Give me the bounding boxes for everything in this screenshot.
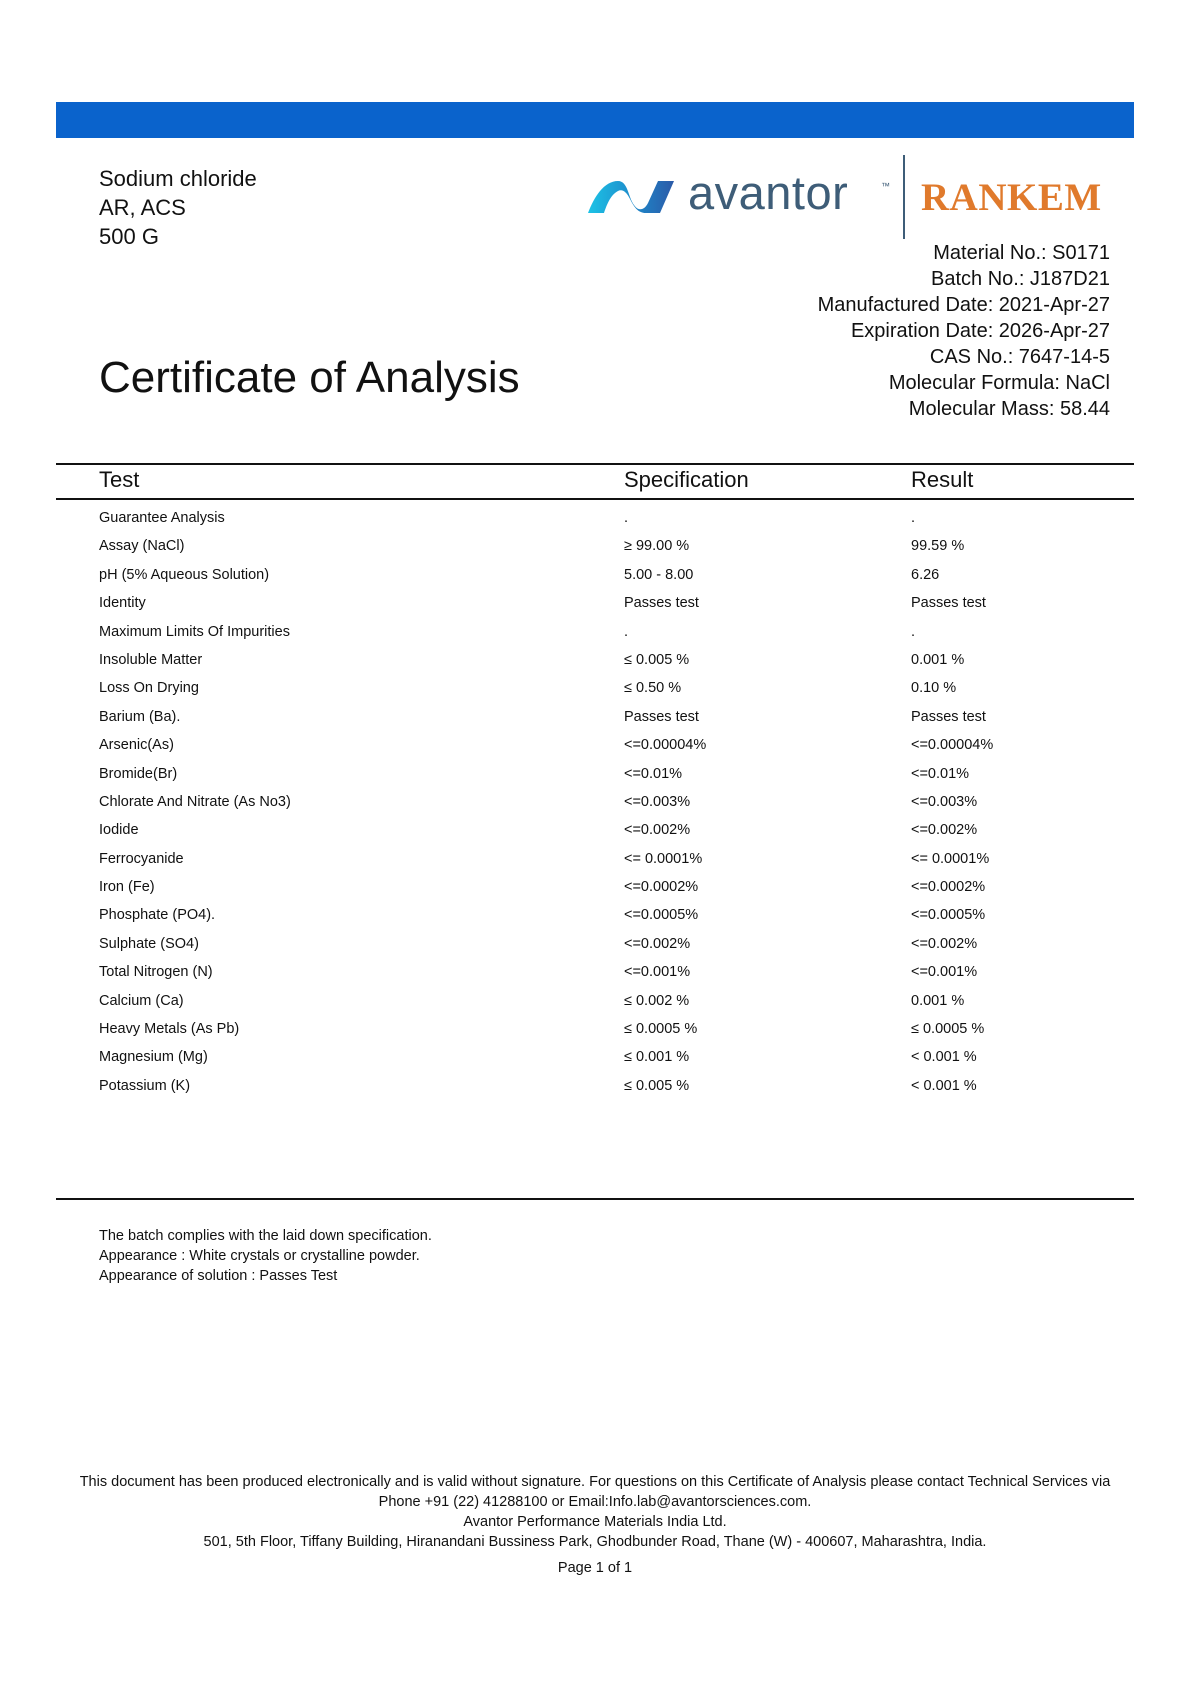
footer-disclaimer: This document has been produced electronically and is valid without signature. For questions on this Certificate of Analysis please contact Technical Services via — [79, 1474, 1111, 1490]
table-row — [0, 731, 1190, 759]
result-cell: 0.10 % — [911, 680, 957, 697]
table-row — [0, 646, 1190, 674]
avantor-wordmark: avantor — [688, 166, 849, 219]
specification-cell: 5.00 - 8.00 — [624, 566, 694, 583]
specification-cell: <= 0.0001% — [624, 850, 703, 867]
manufactured-date: Manufactured Date: 2021-Apr-27 — [817, 294, 1110, 316]
table-row — [0, 873, 1190, 901]
test-cell: Calcium (Ca) — [99, 992, 184, 1009]
result-cell: <=0.0005% — [911, 907, 986, 924]
test-cell: Phosphate (PO4). — [99, 907, 216, 924]
column-header-result: Result — [911, 467, 974, 492]
footer-contact: Phone +91 (22) 41288100 or Email:Info.lab@avantorsciences.com. — [378, 1494, 812, 1510]
table-row — [0, 1043, 1190, 1071]
specification-cell: ≤ 0.001 % — [624, 1049, 690, 1066]
analysis-table-body — [0, 504, 1190, 1100]
table-row — [0, 504, 1190, 532]
appearance-note: Appearance : White crystals or crystalline powder. — [99, 1248, 420, 1264]
specification-cell: <=0.003% — [624, 793, 691, 810]
column-header-specification: Specification — [624, 467, 749, 492]
table-row — [0, 845, 1190, 873]
table-row — [0, 816, 1190, 844]
result-cell: ≤ 0.0005 % — [911, 1021, 985, 1038]
test-cell: Insoluble Matter — [99, 651, 203, 668]
specification-cell: ≥ 99.00 % — [624, 538, 690, 555]
table-row — [0, 930, 1190, 958]
document-title: Certificate of Analysis — [99, 353, 520, 402]
result-cell: <=0.003% — [911, 793, 978, 810]
table-row — [0, 987, 1190, 1015]
test-cell: Chlorate And Nitrate (As No3) — [99, 793, 291, 810]
result-cell: <= 0.0001% — [911, 850, 990, 867]
column-header-test: Test — [99, 467, 140, 492]
specification-cell: ≤ 0.0005 % — [624, 1021, 698, 1038]
test-cell: Identity — [99, 595, 146, 612]
result-cell: <=0.002% — [911, 822, 978, 839]
specification-cell: <=0.001% — [624, 964, 691, 981]
table-row — [0, 561, 1190, 589]
specification-cell: <=0.00004% — [624, 737, 707, 754]
product-grade: AR, ACS — [99, 195, 186, 220]
test-cell: Barium (Ba). — [99, 708, 181, 725]
rankem-wordmark: RANKEM — [921, 176, 1102, 219]
product-size: 500 G — [99, 224, 159, 249]
document-footer — [40, 1472, 1150, 1552]
specification-cell: <=0.002% — [624, 935, 691, 952]
result-cell: <=0.00004% — [911, 737, 994, 754]
result-cell: . — [911, 623, 916, 640]
result-cell: <=0.002% — [911, 935, 978, 952]
logo-divider — [903, 155, 905, 239]
test-cell: pH (5% Aqueous Solution) — [99, 566, 270, 583]
specification-cell: ≤ 0.005 % — [624, 1077, 690, 1094]
test-cell: Potassium (K) — [99, 1077, 191, 1094]
molecular-mass: Molecular Mass: 58.44 — [908, 398, 1110, 420]
material-details — [818, 240, 1110, 422]
product-name: Sodium chloride — [99, 166, 257, 191]
result-cell: 0.001 % — [911, 992, 965, 1009]
table-row — [0, 760, 1190, 788]
test-cell: Bromide(Br) — [99, 765, 178, 782]
test-cell: Guarantee Analysis — [99, 510, 225, 526]
test-cell: Assay (NaCl) — [99, 538, 185, 555]
trademark-mark: ™ — [881, 181, 890, 191]
specification-cell: Passes test — [624, 708, 699, 725]
table-row — [0, 901, 1190, 929]
result-cell: Passes test — [911, 708, 986, 725]
table-row — [0, 618, 1190, 646]
footer-company: Avantor Performance Materials India Ltd. — [463, 1514, 727, 1530]
table-row — [0, 703, 1190, 731]
molecular-formula: Molecular Formula: NaCl — [888, 372, 1110, 394]
test-cell: Loss On Drying — [99, 680, 199, 697]
material-number: Material No.: S0171 — [933, 242, 1110, 264]
product-block — [99, 164, 257, 251]
compliance-statement: The batch complies with the laid down specification. — [99, 1228, 432, 1244]
test-cell: Iodide — [99, 822, 139, 839]
table-row — [0, 532, 1190, 560]
test-cell: Arsenic(As) — [99, 737, 174, 754]
specification-cell: ≤ 0.002 % — [624, 992, 690, 1009]
test-cell: Magnesium (Mg) — [99, 1049, 208, 1066]
batch-number: Batch No.: J187D21 — [931, 268, 1110, 290]
page-number: Page 1 of 1 — [557, 1560, 633, 1576]
test-cell: Ferrocyanide — [99, 850, 184, 867]
specification-cell: <=0.01% — [624, 765, 683, 782]
test-cell: Maximum Limits Of Impurities — [99, 623, 290, 640]
result-cell: 6.26 — [911, 566, 940, 583]
table-row — [0, 589, 1190, 617]
footer-address: 501, 5th Floor, Tiffany Building, Hiranandani Bussiness Park, Ghodbunder Road, Thane (W) - 400607, Maharashtra, India. — [203, 1534, 987, 1550]
specification-cell: Passes test — [624, 595, 699, 612]
result-cell: < 0.001 % — [911, 1077, 977, 1094]
company-logo — [584, 155, 1110, 241]
result-cell: 0.001 % — [911, 651, 965, 668]
appearance-solution-note: Appearance of solution : Passes Test — [99, 1268, 338, 1284]
result-cell: . — [911, 510, 916, 526]
table-row — [0, 674, 1190, 702]
specification-cell: ≤ 0.50 % — [624, 680, 682, 697]
avantor-swoosh-icon — [584, 173, 680, 219]
table-header-rule — [56, 498, 1134, 500]
table-bottom-rule — [56, 1198, 1134, 1200]
specification-cell: . — [624, 510, 629, 526]
result-cell: Passes test — [911, 595, 986, 612]
table-row — [0, 958, 1190, 986]
table-row — [0, 1072, 1190, 1100]
result-cell: <=0.0002% — [911, 879, 986, 896]
specification-cell: <=0.002% — [624, 822, 691, 839]
result-cell: <=0.01% — [911, 765, 970, 782]
header-brand-bar — [56, 102, 1134, 138]
test-cell: Sulphate (SO4) — [99, 935, 199, 952]
table-row — [0, 788, 1190, 816]
specification-cell: <=0.0005% — [624, 907, 699, 924]
test-cell: Iron (Fe) — [99, 879, 155, 896]
specification-cell: <=0.0002% — [624, 879, 699, 896]
result-cell: <=0.001% — [911, 964, 978, 981]
specification-cell: ≤ 0.005 % — [624, 651, 690, 668]
result-cell: < 0.001 % — [911, 1049, 977, 1066]
compliance-notes — [99, 1226, 432, 1286]
specification-cell: . — [624, 623, 629, 640]
table-row — [0, 1015, 1190, 1043]
test-cell: Heavy Metals (As Pb) — [99, 1021, 240, 1038]
expiration-date: Expiration Date: 2026-Apr-27 — [850, 320, 1110, 342]
cas-number: CAS No.: 7647-14-5 — [929, 346, 1110, 368]
result-cell: 99.59 % — [911, 538, 965, 555]
test-cell: Total Nitrogen (N) — [99, 964, 213, 981]
